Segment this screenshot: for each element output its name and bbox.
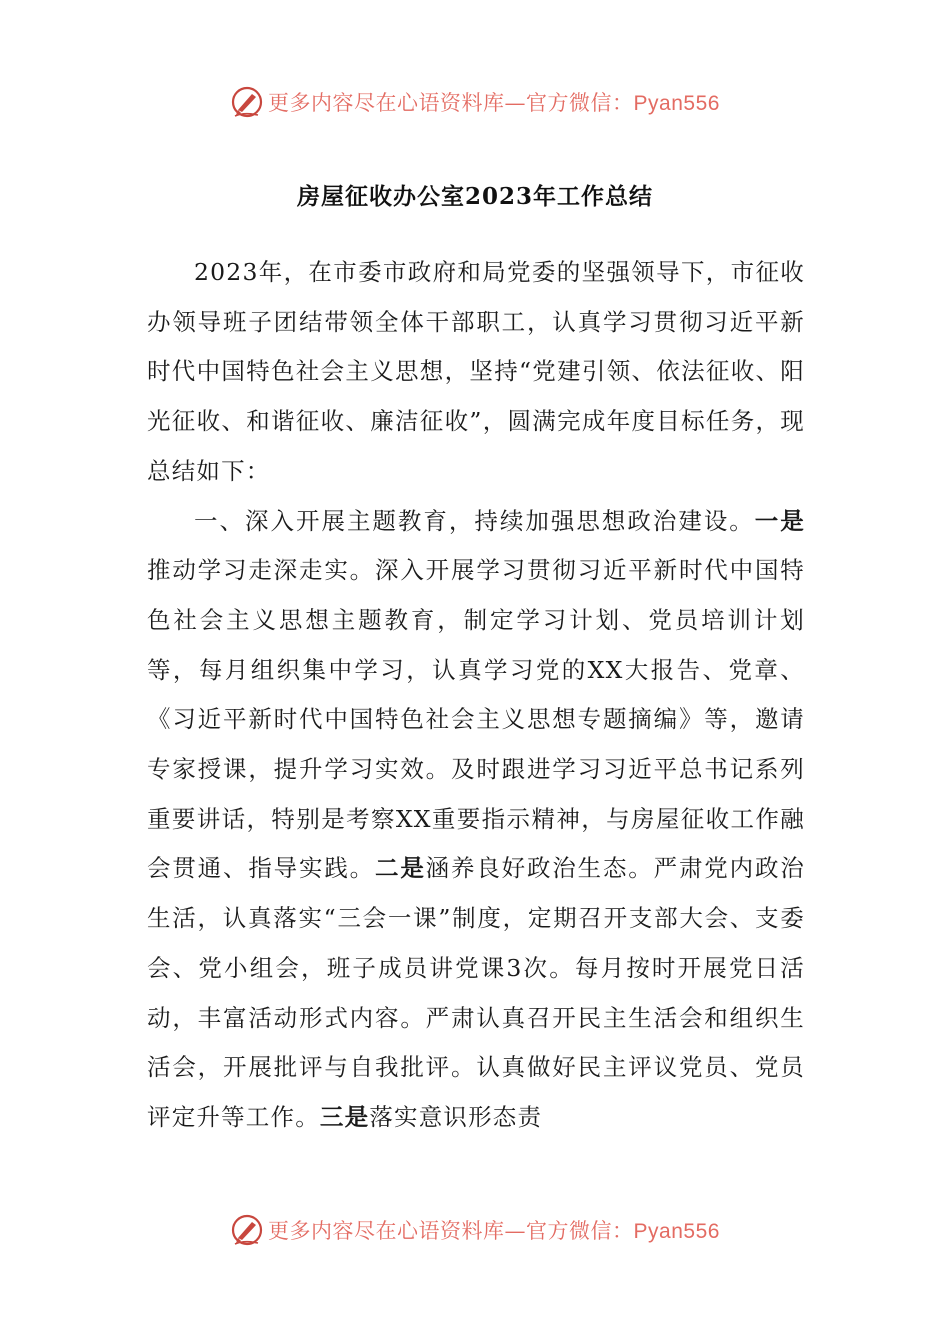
section-one-paragraph: 一、深入开展主题教育，持续加强思想政治建设。一是推动学习走深走实。深入开展学习贯彻习近平新时代中国特色社会主义思想主题教育，制定学习计划、党员培训计划等，每月组织集中学习，认真学习党的XX大报告、党章、《习近平新时代中国特色社会主义思想专题摘编》等，邀请专家授课，提升学习实效。及时跟进学习习近平总书记系列重要讲话，特别是考察XX重要指示精神，与房屋征收工作融会贯通、指导实践。二是涵养良好政治生态。严肃党内政治生活，认真落实“三会一课”制度，定期召开支部大会、支委会、党小组会，班子成员讲党课3次。每月按时开展党日活动，丰富活动形式内容。严肃认真召开民主生活会和组织生活会，开展批评与自我批评。认真做好民主评议党员、党员评定升等工作。三是落实意识形态责 [147, 506, 805, 1131]
point-one-lead: 一是 [754, 506, 805, 535]
intro-paragraph: 2023年，在市委市政府和局党委的坚强领导下，市征收办领导班子团结带领全体干部职工，认真学习贯彻习近平新时代中国特色社会主义思想，坚持“党建引领、依法征收、阳光征收、和谐征收、廉洁征收”，圆满完成年度目标任务，现总结如下： [147, 258, 805, 485]
point-two-lead: 二是 [374, 854, 426, 883]
header-watermark-banner [0, 82, 950, 122]
footer-watermark-banner [0, 1210, 950, 1250]
pen-logo-icon [230, 85, 264, 119]
point-three-lead: 三是 [319, 1102, 370, 1131]
watermark-text: 更多内容尽在心语资料库—官方微信：Pyan556 [268, 91, 720, 115]
watermark-text: 更多内容尽在心语资料库—官方微信：Pyan556 [268, 1219, 720, 1243]
pen-logo-icon [230, 1213, 264, 1247]
document-body [147, 248, 805, 1143]
document-title: 房屋征收办公室2023年工作总结 [296, 183, 653, 210]
